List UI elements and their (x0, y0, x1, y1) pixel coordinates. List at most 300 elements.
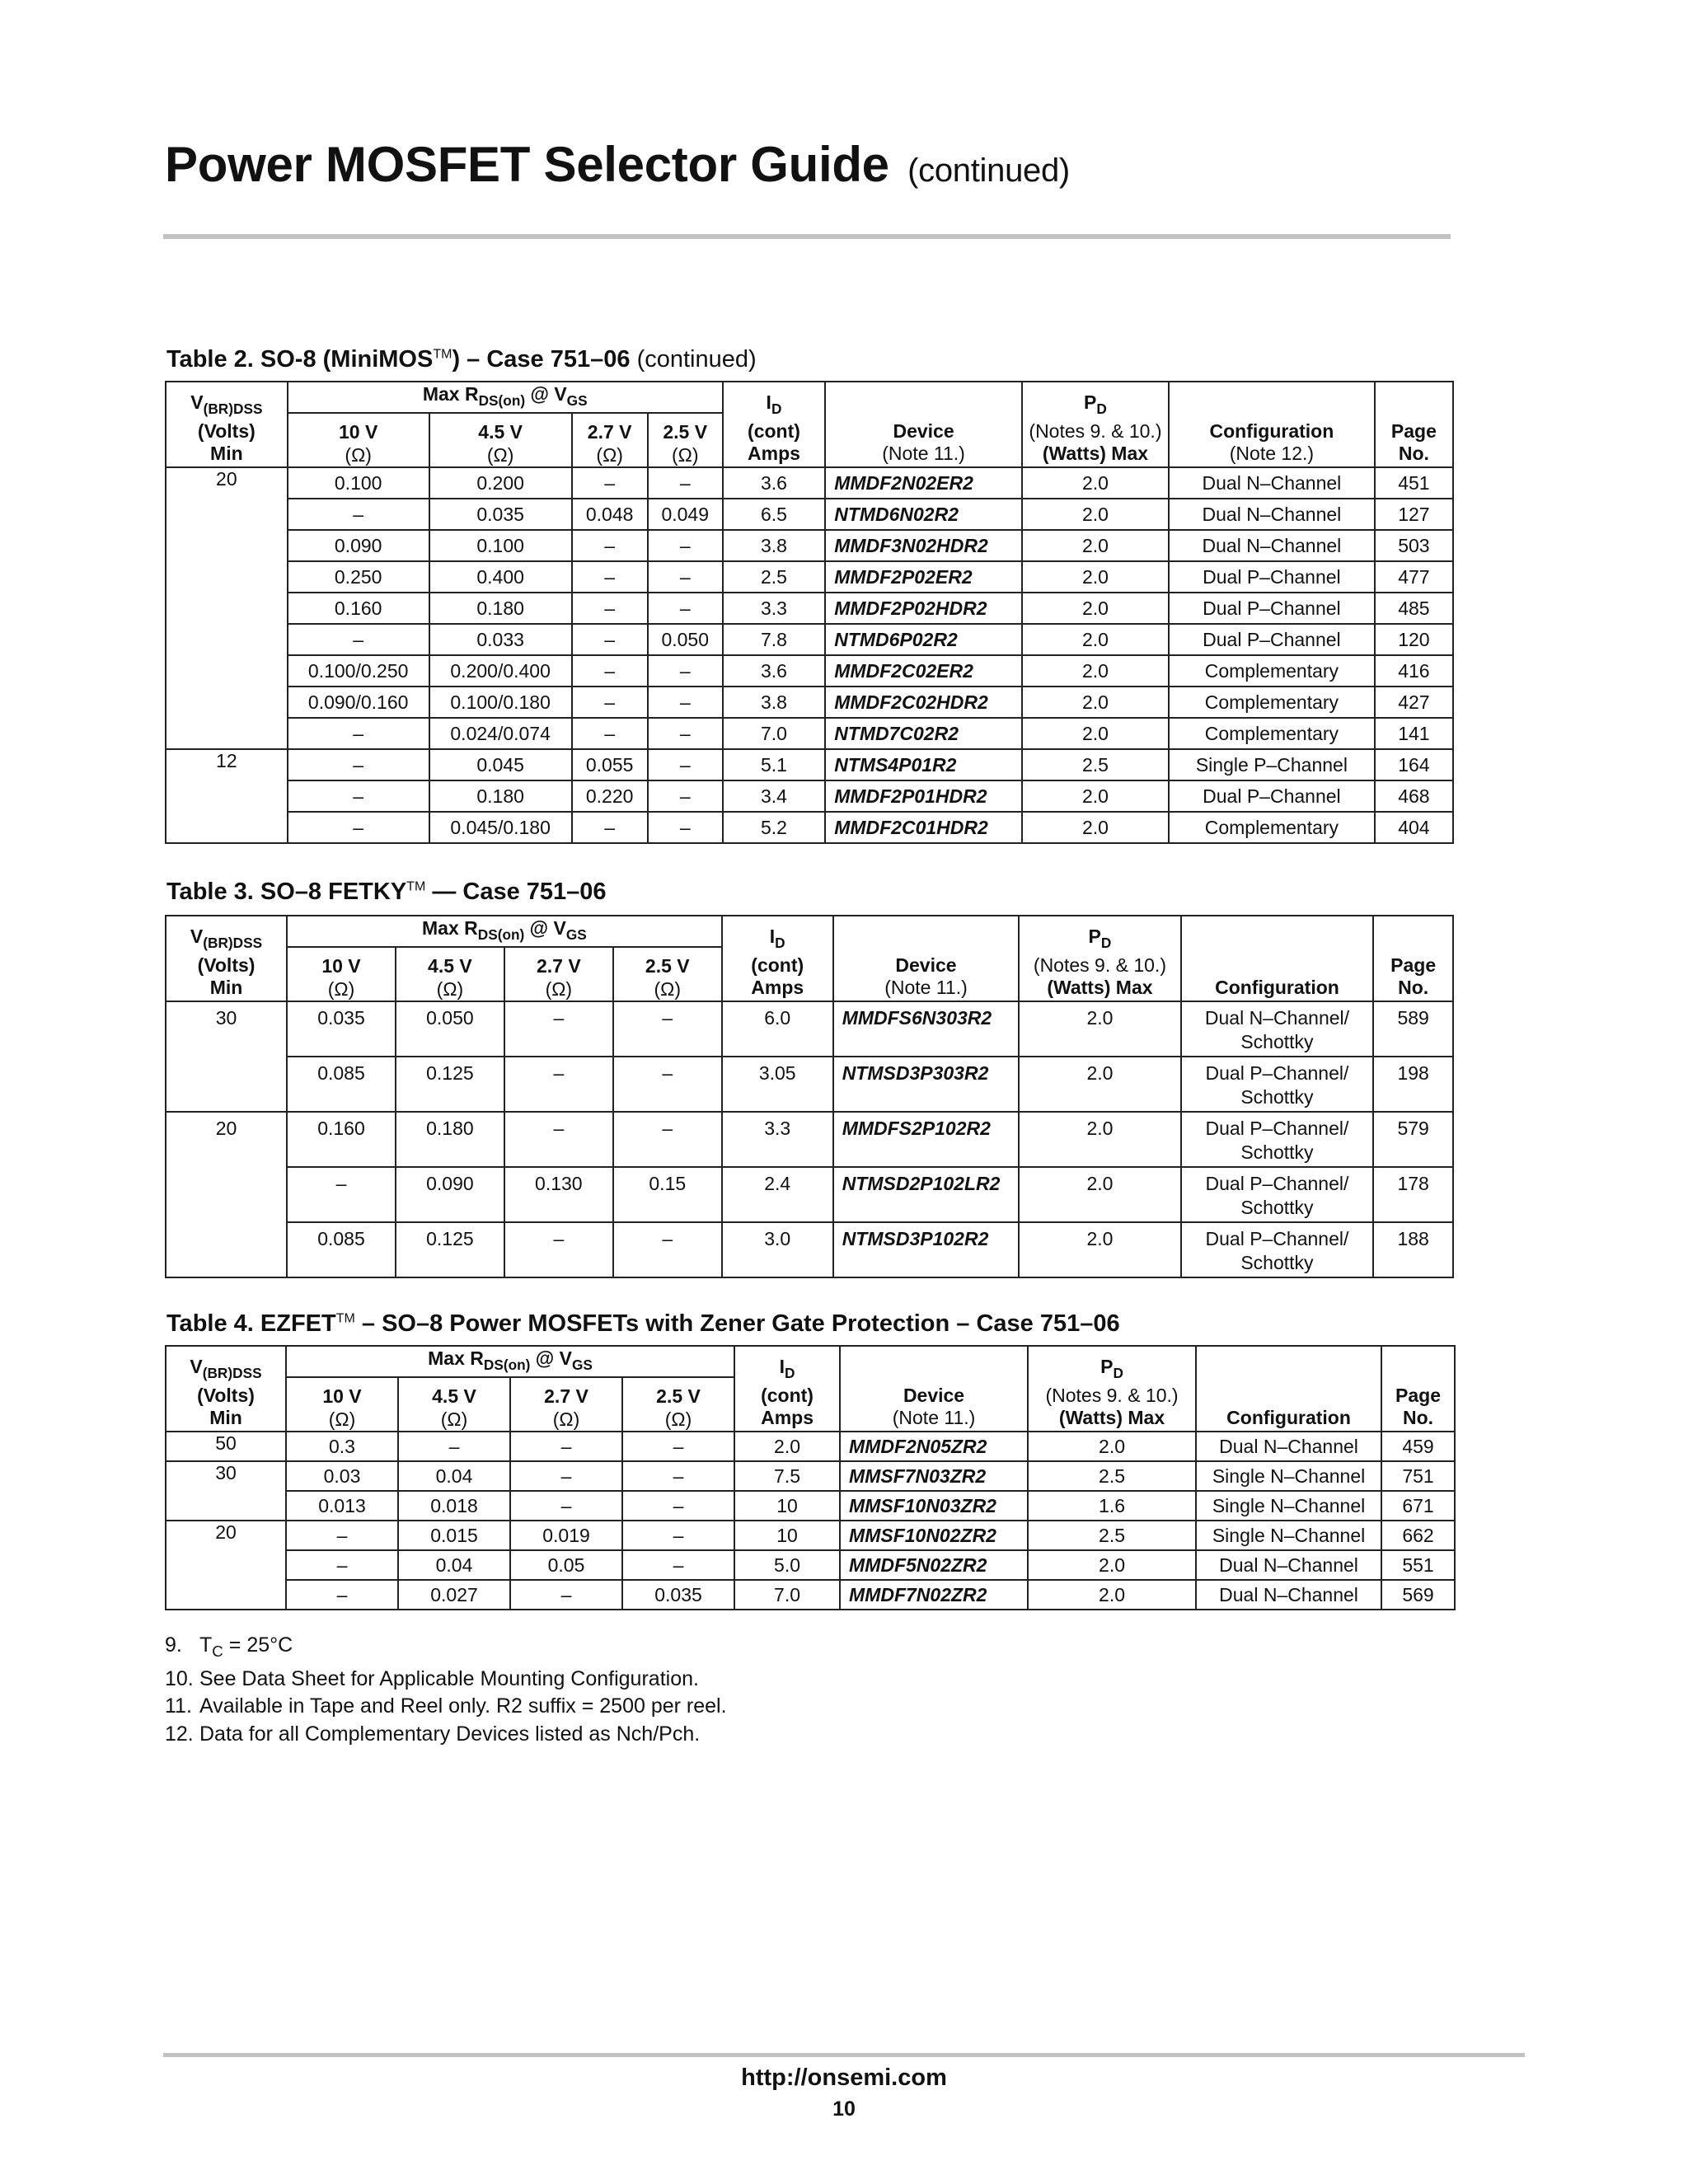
rds-10v-cell: – (288, 718, 429, 749)
rds-25v-cell: – (648, 561, 723, 593)
rds-group-header: Max $R_{DS(on)}$ @ $V_{GS}$ (286, 1346, 734, 1377)
page-no-cell: 503 (1375, 530, 1453, 561)
rds-45v-cell: 0.180 (396, 1112, 504, 1167)
id-cell: 7.5 (734, 1461, 840, 1491)
device-cell: MMDF2P02HDR2 (825, 593, 1022, 624)
vbr-cell: 30 (166, 1461, 286, 1521)
page-no-cell: 416 (1375, 655, 1453, 687)
table-row (166, 1222, 1453, 1277)
table-row (166, 530, 1453, 561)
id-cell: 10 (734, 1521, 840, 1550)
page-title-suffix: (continued) (907, 152, 1070, 189)
rds-45v-cell: 0.015 (398, 1521, 510, 1550)
v25-header: 2.5 V (Ω) (622, 1377, 734, 1432)
page-no-cell: 427 (1375, 687, 1453, 718)
pd-cell: 2.0 (1022, 687, 1169, 718)
table-row (166, 561, 1453, 593)
config-line: Schottky (1240, 1086, 1314, 1108)
table-row (166, 1491, 1455, 1521)
config-cell: Dual P–Channel (1169, 593, 1375, 624)
v27-header: 2.7 V (Ω) (504, 947, 613, 1001)
rds-25v-cell: – (622, 1521, 734, 1550)
pd-cell: 2.5 (1022, 749, 1169, 780)
config-line: Schottky (1240, 1197, 1314, 1218)
config-cell: Dual N–Channel (1196, 1550, 1381, 1580)
device-cell: MMDF2P01HDR2 (825, 780, 1022, 812)
table2 (165, 381, 1454, 844)
pd-header: $P_D$ (Notes 9. & 10.) (Watts) Max (1019, 916, 1180, 1001)
page-no-cell: 468 (1375, 780, 1453, 812)
device-cell: MMDF2C02HDR2 (825, 687, 1022, 718)
table4 (165, 1345, 1456, 1610)
device-cell: NTMD6P02R2 (825, 624, 1022, 655)
config-cell: Dual N–Channel (1169, 499, 1375, 530)
footer-rule (163, 2053, 1525, 2057)
config-line: Schottky (1240, 1031, 1314, 1052)
rds-25v-cell: – (648, 655, 723, 687)
v10-header: 10 V (Ω) (287, 947, 396, 1001)
id-cell: 2.4 (722, 1167, 833, 1222)
config-cell: Dual N–Channel (1196, 1432, 1381, 1461)
table-row (166, 687, 1453, 718)
rds-27v-cell: 0.048 (572, 499, 648, 530)
id-cell: 6.5 (723, 499, 825, 530)
rds-10v-cell: 0.100/0.250 (288, 655, 429, 687)
device-cell: NTMSD3P303R2 (833, 1057, 1020, 1112)
rds-45v-cell: 0.027 (398, 1580, 510, 1610)
pd-cell: 2.5 (1028, 1521, 1196, 1550)
rds-10v-cell: – (286, 1521, 398, 1550)
rds-10v-cell: – (287, 1167, 396, 1222)
rds-10v-cell: 0.090 (288, 530, 429, 561)
page-no-cell: 120 (1375, 624, 1453, 655)
rds-25v-cell: – (648, 593, 723, 624)
rds-10v-cell: 0.03 (286, 1461, 398, 1491)
table3-caption: Table 3. SO–8 FETKY™ — Case 751–06 (166, 879, 607, 905)
rds-27v-cell: – (510, 1580, 622, 1610)
rds-25v-cell: – (622, 1550, 734, 1580)
pd-cell: 2.0 (1022, 624, 1169, 655)
config-header: Configuration (1196, 1346, 1381, 1432)
rds-25v-cell: 0.050 (648, 624, 723, 655)
footnote: 10. See Data Sheet for Applicable Mounting Configuration. (165, 1666, 699, 1690)
footnote: 9. $T_C = 25^\circ C$ (165, 1633, 293, 1660)
pd-cell: 2.0 (1022, 593, 1169, 624)
config-cell: Dual N–Channel (1169, 467, 1375, 499)
rds-10v-cell: – (288, 780, 429, 812)
id-cell: 10 (734, 1491, 840, 1521)
rds-10v-cell: 0.250 (288, 561, 429, 593)
config-line: Dual P–Channel/ (1205, 1228, 1349, 1249)
pd-cell: 1.6 (1028, 1491, 1196, 1521)
page-no-cell: 662 (1381, 1521, 1455, 1550)
rds-27v-cell: – (572, 655, 648, 687)
id-cell: 6.0 (722, 1001, 833, 1057)
rds-27v-cell: – (504, 1057, 613, 1112)
rds-45v-cell: 0.045/0.180 (429, 812, 572, 843)
rds-27v-cell: – (572, 718, 648, 749)
pd-cell: 2.0 (1019, 1112, 1180, 1167)
rds-45v-cell: 0.125 (396, 1057, 504, 1112)
id-cell: 3.4 (723, 780, 825, 812)
table-row (166, 467, 1453, 499)
vbr-cell: 30 (166, 1001, 287, 1112)
config-line: Dual N–Channel/ (1204, 1007, 1350, 1029)
device-cell: MMSF10N02ZR2 (840, 1521, 1028, 1550)
rds-10v-cell: – (286, 1580, 398, 1610)
rds-group-header: Max $R_{DS(on)}$ @ $V_{GS}$ (287, 916, 722, 947)
rds-25v-cell: – (613, 1222, 722, 1277)
rds-27v-cell: – (510, 1432, 622, 1461)
pd-header: $P_D$ (Notes 9. & 10.) (Watts) Max (1028, 1346, 1196, 1432)
rds-10v-cell: 0.3 (286, 1432, 398, 1461)
id-cell: 3.3 (723, 593, 825, 624)
rds-25v-cell: – (622, 1432, 734, 1461)
pd-cell: 2.0 (1019, 1057, 1180, 1112)
device-header: Device (Note 11.) (840, 1346, 1028, 1432)
vbr-cell: 50 (166, 1432, 286, 1461)
table-row (166, 1461, 1455, 1491)
rds-45v-cell: 0.090 (396, 1167, 504, 1222)
rds-10v-cell: – (288, 624, 429, 655)
rds-45v-cell: 0.125 (396, 1222, 504, 1277)
config-line: Dual P–Channel/ (1205, 1173, 1349, 1194)
rds-10v-cell: 0.013 (286, 1491, 398, 1521)
table-row (166, 624, 1453, 655)
v45-header: 4.5 V (Ω) (396, 947, 504, 1001)
footnote: 11. Available in Tape and Reel only. R2 suffix = 2500 per reel. (165, 1694, 727, 1718)
device-cell: MMSF7N03ZR2 (840, 1461, 1028, 1491)
rds-27v-cell: – (504, 1001, 613, 1057)
config-cell: Complementary (1169, 687, 1375, 718)
v10-header: 10 V (Ω) (288, 413, 429, 467)
rds-10v-cell: 0.160 (287, 1112, 396, 1167)
device-cell: MMDF3N02HDR2 (825, 530, 1022, 561)
pd-cell: 2.0 (1022, 467, 1169, 499)
rds-10v-cell: 0.160 (288, 593, 429, 624)
header-rule (163, 234, 1451, 239)
id-cell: 5.1 (723, 749, 825, 780)
config-cell: Single N–Channel (1196, 1521, 1381, 1550)
config-cell (1181, 1222, 1374, 1277)
rds-25v-cell: – (648, 780, 723, 812)
id-cell: 3.6 (723, 655, 825, 687)
rds-25v-cell: – (622, 1491, 734, 1521)
config-cell (1181, 1001, 1374, 1057)
page-no-cell: 198 (1373, 1057, 1453, 1112)
id-cell: 3.3 (722, 1112, 833, 1167)
pd-cell: 2.0 (1022, 780, 1169, 812)
v25-header: 2.5 V (Ω) (613, 947, 722, 1001)
rds-10v-cell: – (288, 499, 429, 530)
config-cell: Single N–Channel (1196, 1491, 1381, 1521)
v27-header: 2.7 V (Ω) (572, 413, 648, 467)
config-cell: Single N–Channel (1196, 1461, 1381, 1491)
config-cell: Single P–Channel (1169, 749, 1375, 780)
rds-10v-cell: 0.090/0.160 (288, 687, 429, 718)
pd-cell: 2.0 (1022, 530, 1169, 561)
footnotes (165, 1632, 727, 1748)
page-no-cell: 751 (1381, 1461, 1455, 1491)
rds-27v-cell: 0.055 (572, 749, 648, 780)
rds-45v-cell: 0.045 (429, 749, 572, 780)
rds-45v-cell: 0.100/0.180 (429, 687, 572, 718)
id-cell: 3.05 (722, 1057, 833, 1112)
id-cell: 2.0 (734, 1432, 840, 1461)
device-cell: NTMSD3P102R2 (833, 1222, 1020, 1277)
table2-body (166, 467, 1453, 843)
rds-25v-cell: – (613, 1057, 722, 1112)
rds-45v-cell: 0.180 (429, 593, 572, 624)
pd-header: $P_D$ (Notes 9. & 10.) (Watts) Max (1022, 382, 1169, 467)
page-no-cell: 188 (1373, 1222, 1453, 1277)
config-cell (1181, 1057, 1374, 1112)
rds-45v-cell: 0.04 (398, 1550, 510, 1580)
id-cell: 3.0 (722, 1222, 833, 1277)
table-row (166, 499, 1453, 530)
config-cell (1181, 1167, 1374, 1222)
rds-25v-cell: – (648, 530, 723, 561)
id-cell: 5.0 (734, 1550, 840, 1580)
config-line: Dual P–Channel/ (1205, 1118, 1349, 1139)
rds-27v-cell: – (572, 812, 648, 843)
pd-cell: 2.0 (1022, 718, 1169, 749)
id-cell: 7.0 (734, 1580, 840, 1610)
page-no-cell: 164 (1375, 749, 1453, 780)
pd-cell: 2.0 (1022, 655, 1169, 687)
vbr-header: $V_{(BR)DSS}$ (Volts) Min (166, 1346, 286, 1432)
rds-25v-cell: – (622, 1461, 734, 1491)
table-row (166, 1167, 1453, 1222)
rds-10v-cell: 0.100 (288, 467, 429, 499)
device-cell: NTMSD2P102LR2 (833, 1167, 1020, 1222)
pd-cell: 2.0 (1019, 1222, 1180, 1277)
rds-25v-cell: 0.15 (613, 1167, 722, 1222)
page-title: Power MOSFET Selector Guide (continued) (165, 137, 1070, 192)
page-no-cell: 579 (1373, 1112, 1453, 1167)
table-row (166, 655, 1453, 687)
table-row (166, 718, 1453, 749)
table4-body (166, 1432, 1455, 1610)
table-row (166, 1521, 1455, 1550)
rds-10v-cell: – (286, 1550, 398, 1580)
id-cell: 7.0 (723, 718, 825, 749)
rds-45v-cell: 0.100 (429, 530, 572, 561)
id-cell: 3.6 (723, 467, 825, 499)
rds-10v-cell: 0.085 (287, 1222, 396, 1277)
config-header: Configuration (Note 12.) (1169, 382, 1375, 467)
page-no-cell: 551 (1381, 1550, 1455, 1580)
rds-27v-cell: – (572, 530, 648, 561)
rds-45v-cell: 0.018 (398, 1491, 510, 1521)
config-cell: Complementary (1169, 812, 1375, 843)
device-cell: MMDFS6N303R2 (833, 1001, 1020, 1057)
rds-27v-cell: – (504, 1222, 613, 1277)
rds-group-header: Max $R_{DS(on)}$ @ $V_{GS}$ (288, 382, 723, 413)
rds-10v-cell: – (288, 812, 429, 843)
device-cell: MMDF2N05ZR2 (840, 1432, 1028, 1461)
rds-10v-cell: 0.035 (287, 1001, 396, 1057)
rds-27v-cell: – (572, 687, 648, 718)
device-cell: NTMS4P01R2 (825, 749, 1022, 780)
device-cell: MMSF10N03ZR2 (840, 1491, 1028, 1521)
pd-cell: 2.0 (1028, 1432, 1196, 1461)
config-line: Schottky (1240, 1252, 1314, 1273)
id-cell: 7.8 (723, 624, 825, 655)
rds-27v-cell: – (572, 593, 648, 624)
pd-cell: 2.0 (1019, 1167, 1180, 1222)
vbr-header: $V_{(BR)DSS}$ (Volts) Min (166, 382, 288, 467)
pd-cell: 2.5 (1028, 1461, 1196, 1491)
rds-25v-cell: – (613, 1001, 722, 1057)
config-line: Dual P–Channel/ (1205, 1062, 1349, 1084)
page-no-cell: 569 (1381, 1580, 1455, 1610)
rds-27v-cell: 0.019 (510, 1521, 622, 1550)
page-no-cell: 141 (1375, 718, 1453, 749)
id-header: $I_D$ (cont) Amps (722, 916, 833, 1001)
table3-body (166, 1001, 1453, 1277)
rds-27v-cell: 0.130 (504, 1167, 613, 1222)
device-cell: MMDF2C02ER2 (825, 655, 1022, 687)
rds-25v-cell: – (648, 687, 723, 718)
id-cell: 2.5 (723, 561, 825, 593)
page-number: 10 (832, 2097, 856, 2121)
pd-cell: 2.0 (1028, 1550, 1196, 1580)
page-no-cell: 671 (1381, 1491, 1455, 1521)
config-line: Schottky (1240, 1141, 1314, 1163)
table-row (166, 1550, 1455, 1580)
id-header: $I_D$ (cont) Amps (723, 382, 825, 467)
config-cell: Dual P–Channel (1169, 780, 1375, 812)
rds-27v-cell: – (510, 1461, 622, 1491)
page-no-cell: 404 (1375, 812, 1453, 843)
device-cell: MMDF2N02ER2 (825, 467, 1022, 499)
rds-27v-cell: – (504, 1112, 613, 1167)
page-no-cell: 451 (1375, 467, 1453, 499)
page-no-cell: 589 (1373, 1001, 1453, 1057)
rds-25v-cell: – (613, 1112, 722, 1167)
table-row (166, 1057, 1453, 1112)
rds-45v-cell: 0.400 (429, 561, 572, 593)
table-row (166, 593, 1453, 624)
rds-27v-cell: – (572, 467, 648, 499)
table-row (166, 749, 1453, 780)
v25-header: 2.5 V (Ω) (648, 413, 723, 467)
rds-27v-cell: – (572, 624, 648, 655)
page-no-cell: 459 (1381, 1432, 1455, 1461)
config-cell: Complementary (1169, 718, 1375, 749)
pd-cell: 2.0 (1022, 499, 1169, 530)
config-cell: Dual P–Channel (1169, 561, 1375, 593)
rds-10v-cell: – (288, 749, 429, 780)
page-header: Page No. (1375, 382, 1453, 467)
table-row (166, 780, 1453, 812)
config-cell: Dual N–Channel (1169, 530, 1375, 561)
rds-25v-cell: – (648, 749, 723, 780)
v45-header: 4.5 V (Ω) (429, 413, 572, 467)
config-cell (1181, 1112, 1374, 1167)
pd-cell: 2.0 (1022, 812, 1169, 843)
vbr-header: $V_{(BR)DSS}$ (Volts) Min (166, 916, 287, 1001)
config-cell: Dual P–Channel (1169, 624, 1375, 655)
vbr-cell: 20 (166, 467, 288, 749)
rds-27v-cell: 0.220 (572, 780, 648, 812)
rds-25v-cell: 0.049 (648, 499, 723, 530)
device-cell: NTMD7C02R2 (825, 718, 1022, 749)
rds-45v-cell: 0.033 (429, 624, 572, 655)
config-cell: Complementary (1169, 655, 1375, 687)
rds-27v-cell: 0.05 (510, 1550, 622, 1580)
id-cell: 3.8 (723, 687, 825, 718)
table3 (165, 915, 1454, 1278)
device-cell: MMDF5N02ZR2 (840, 1550, 1028, 1580)
rds-25v-cell: – (648, 467, 723, 499)
device-header: Device (Note 11.) (825, 382, 1022, 467)
page-no-cell: 477 (1375, 561, 1453, 593)
pd-cell: 2.0 (1022, 561, 1169, 593)
rds-45v-cell: 0.050 (396, 1001, 504, 1057)
rds-45v-cell: – (398, 1432, 510, 1461)
rds-45v-cell: 0.035 (429, 499, 572, 530)
rds-10v-cell: 0.085 (287, 1057, 396, 1112)
device-cell: MMDF7N02ZR2 (840, 1580, 1028, 1610)
page-no-cell: 178 (1373, 1167, 1453, 1222)
config-cell: Dual N–Channel (1196, 1580, 1381, 1610)
device-cell: MMDFS2P102R2 (833, 1112, 1020, 1167)
rds-25v-cell: – (648, 718, 723, 749)
v10-header: 10 V (Ω) (286, 1377, 398, 1432)
v27-header: 2.7 V (Ω) (510, 1377, 622, 1432)
footnote: 12. Data for all Complementary Devices listed as Nch/Pch. (165, 1722, 701, 1746)
table2-caption: Table 2. SO-8 (MiniMOS™) – Case 751–06 (continued) (166, 346, 757, 373)
device-header: Device (Note 11.) (833, 916, 1020, 1001)
pd-cell: 2.0 (1019, 1001, 1180, 1057)
id-cell: 5.2 (723, 812, 825, 843)
rds-25v-cell: 0.035 (622, 1580, 734, 1610)
rds-45v-cell: 0.024/0.074 (429, 718, 572, 749)
device-cell: NTMD6N02R2 (825, 499, 1022, 530)
vbr-cell: 20 (166, 1521, 286, 1610)
device-cell: MMDF2P02ER2 (825, 561, 1022, 593)
device-cell: MMDF2C01HDR2 (825, 812, 1022, 843)
page-no-cell: 485 (1375, 593, 1453, 624)
table-row (166, 812, 1453, 843)
id-header: $I_D$ (cont) Amps (734, 1346, 840, 1432)
footer-url[interactable]: http://onsemi.com (741, 2064, 947, 2091)
page-header: Page No. (1373, 916, 1453, 1001)
rds-45v-cell: 0.200/0.400 (429, 655, 572, 687)
vbr-cell: 20 (166, 1112, 287, 1277)
config-header: Configuration (1181, 916, 1374, 1001)
rds-45v-cell: 0.200 (429, 467, 572, 499)
rds-27v-cell: – (510, 1491, 622, 1521)
page-no-cell: 127 (1375, 499, 1453, 530)
vbr-cell: 12 (166, 749, 288, 843)
rds-45v-cell: 0.180 (429, 780, 572, 812)
table-row (166, 1432, 1455, 1461)
table-row (166, 1112, 1453, 1167)
v45-header: 4.5 V (Ω) (398, 1377, 510, 1432)
rds-25v-cell: – (648, 812, 723, 843)
page-header: Page No. (1381, 1346, 1455, 1432)
table4-caption: Table 4. EZFET™ – SO–8 Power MOSFETs with Zener Gate Protection – Case 751–06 (166, 1310, 1120, 1337)
rds-45v-cell: 0.04 (398, 1461, 510, 1491)
table-row (166, 1580, 1455, 1610)
table-row (166, 1001, 1453, 1057)
id-cell: 3.8 (723, 530, 825, 561)
pd-cell: 2.0 (1028, 1580, 1196, 1610)
rds-27v-cell: – (572, 561, 648, 593)
